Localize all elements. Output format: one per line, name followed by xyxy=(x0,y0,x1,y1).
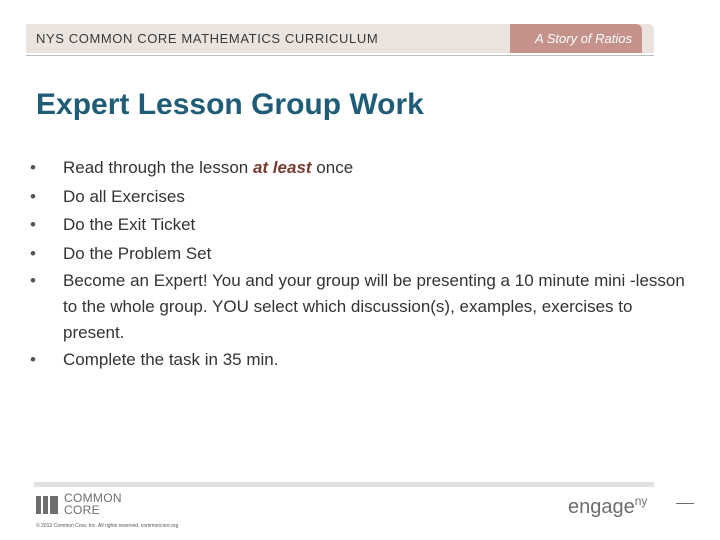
bullet-item: • Become an Expert! You and your group will be presenting a 10 minute mini -lesson to the whole group. YOU select which discussion(s), examples, exercises to present. xyxy=(30,268,690,346)
bullet-item: • Do all Exercises xyxy=(30,183,690,212)
footer-divider xyxy=(34,482,654,487)
logo-line-1: COMMON xyxy=(64,491,122,505)
header-divider xyxy=(26,55,654,56)
engageny-brand-sup: ny xyxy=(634,494,648,508)
copyright-notice: © 2012 Common Core, Inc. All rights reserved. commoncore.org xyxy=(36,523,179,529)
bullet-emphasis: at least xyxy=(252,158,312,177)
bullet-item: • Do the Exit Ticket xyxy=(30,211,690,240)
logo-line-2: CORE xyxy=(64,503,100,517)
bullet-item: • Do the Problem Set xyxy=(30,240,690,269)
bullet-item xyxy=(30,154,690,183)
bullet-list xyxy=(30,154,690,375)
curriculum-label: NYS COMMON CORE MATHEMATICS CURRICULUM xyxy=(36,31,379,46)
common-core-logo-text xyxy=(64,492,134,516)
bullet-text: once xyxy=(311,158,354,177)
module-tag-label: A Story of Ratios xyxy=(534,31,632,46)
bullet-text: Read through the lesson xyxy=(63,158,253,177)
common-core-logo-icon xyxy=(36,496,60,514)
module-tag xyxy=(510,24,642,53)
slide-title: Expert Lesson Group Work xyxy=(36,88,424,121)
engageny-brand: engage xyxy=(568,496,635,518)
engageny-rule xyxy=(676,503,694,504)
bullet-item: • Complete the task in 35 min. xyxy=(30,346,690,375)
engageny-logo xyxy=(568,494,647,519)
